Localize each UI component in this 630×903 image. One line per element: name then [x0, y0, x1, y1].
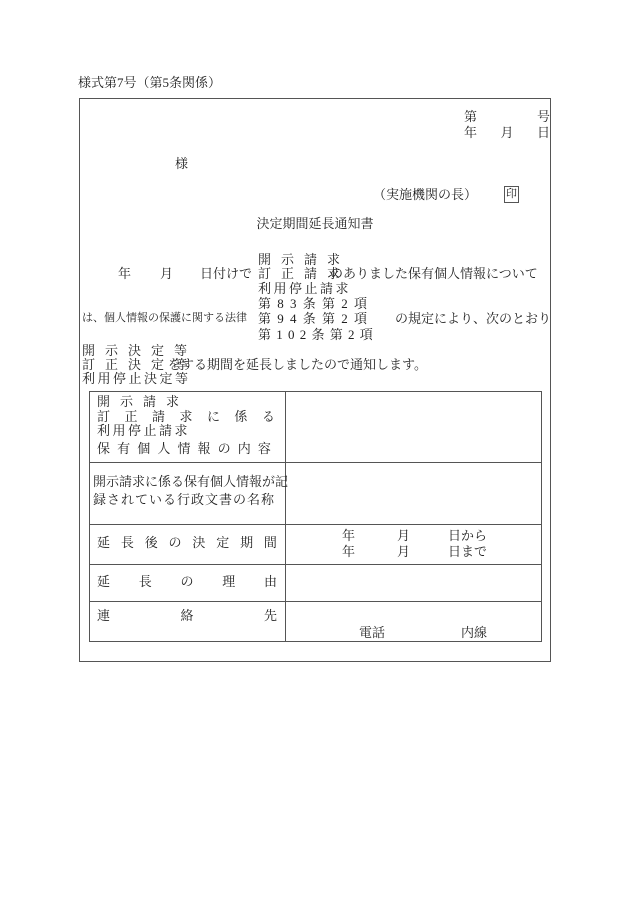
addressee-suffix: 様 — [175, 156, 189, 171]
doc-date-day: 日 — [536, 125, 550, 140]
law-intro-text: は、個人情報の保護に関する法律 — [82, 312, 247, 324]
form-code: 様式第7号（第5条関係） — [78, 75, 222, 90]
period-to-day: 日まで — [448, 544, 488, 559]
period-from-year: 年 — [342, 528, 356, 543]
table-row-divider — [90, 601, 541, 602]
request-date-rest: 日付けで — [200, 266, 253, 281]
seal-label: 印 — [506, 188, 517, 200]
doc-number-suffix: 号 — [536, 109, 550, 124]
row1-label-line4: 保 有 個 人 情 報 の 内 容 — [97, 441, 271, 456]
extension-label: 内線 — [461, 625, 488, 640]
article-option-2: 第 9 4 条 第 2 項 — [258, 311, 369, 326]
after-requests-text: のありました保有個人情報について — [330, 266, 538, 281]
request-option-2: 訂正請求 — [258, 266, 351, 281]
article-option-1: 第 8 3 条 第 2 項 — [258, 296, 369, 311]
phone-label: 電話 — [359, 625, 386, 640]
table-row-divider — [90, 564, 541, 565]
table-row-divider — [90, 524, 541, 525]
row2-label-line2: 録されている行政文書の名称 — [93, 492, 276, 507]
closing-text: をする期間を延長しましたので通知します。 — [168, 357, 427, 372]
period-to-month: 月 — [397, 544, 411, 559]
document-title: 決定期間延長通知書 — [256, 216, 374, 231]
decision-option-3: 利用停止決定等 — [82, 371, 191, 386]
period-to-year: 年 — [342, 544, 356, 559]
decision-option-1: 開示決定等 — [82, 343, 198, 358]
row2-label-line1: 開示請求に係る保有個人情報が記 — [93, 474, 289, 489]
doc-date-month: 月 — [500, 125, 514, 140]
row1-label-line1: 開示請求 — [97, 394, 190, 409]
row3-label: 延 長 後 の 決 定 期 間 — [97, 535, 277, 550]
row1-label-line2: 訂 正 請 求 に 係 る — [97, 409, 275, 424]
request-option-3: 利用停止請求 — [258, 281, 352, 296]
table-column-divider — [285, 392, 286, 641]
request-option-1: 開示請求 — [258, 252, 351, 267]
law-outro-text: の規定により、次のとおり — [395, 311, 552, 326]
decision-option-2: 訂正決定等 — [82, 357, 198, 372]
request-date-month: 月 — [160, 266, 174, 281]
issuer-label: （実施機関の長） — [373, 187, 478, 202]
row4-label: 延 長 の 理 由 — [97, 574, 277, 589]
doc-number-prefix: 第 — [464, 109, 478, 124]
doc-number-line — [464, 110, 550, 123]
period-from-month: 月 — [397, 528, 411, 543]
period-from-day: 日から — [448, 528, 488, 543]
article-option-3: 第 1 0 2 条 第 2 項 — [258, 327, 374, 342]
row1-label-line3: 利用停止請求 — [97, 423, 191, 438]
doc-date-line — [464, 126, 550, 139]
seal-box — [504, 186, 519, 203]
row5-label: 連 絡 先 — [97, 608, 277, 623]
doc-date-year: 年 — [464, 125, 478, 140]
request-date-year: 年 — [118, 266, 132, 281]
table-row-divider — [90, 462, 541, 463]
